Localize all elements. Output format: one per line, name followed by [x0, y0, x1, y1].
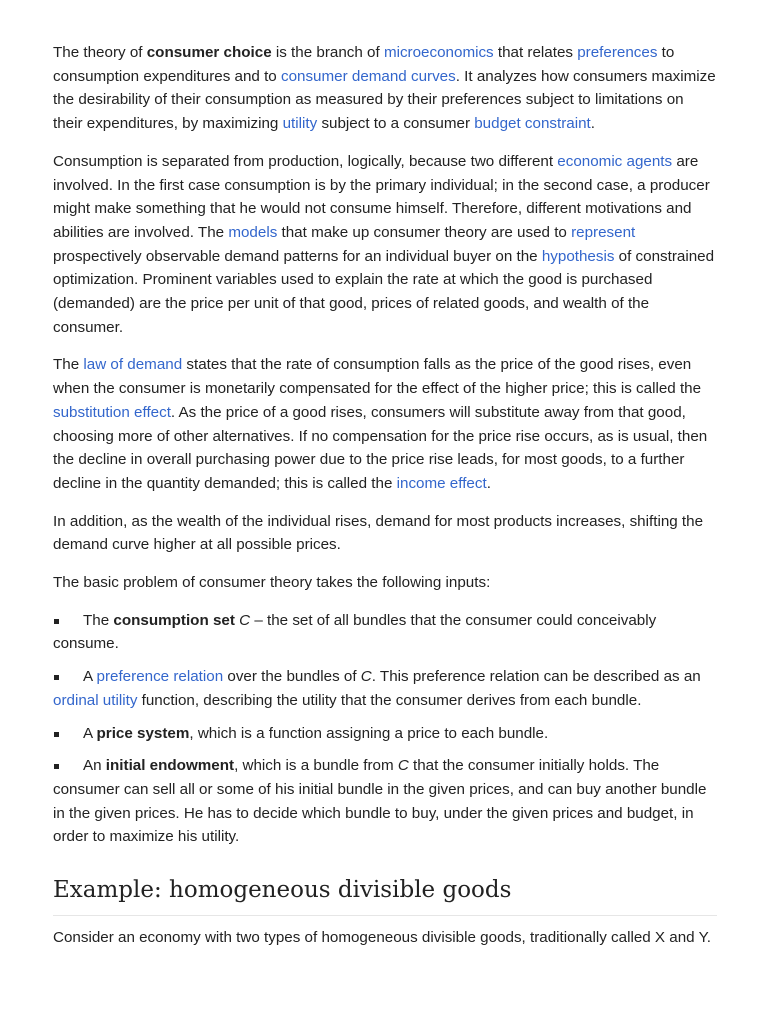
list-item-consumption-set: The consumption set C – the set of all bundles that the consumer could conceivably consume. — [53, 611, 657, 653]
link-microeconomics[interactable]: microeconomics — [383, 44, 494, 61]
paragraph-consumer-choice: The theory of consumer choice is the branch of microeconomics that relates preferences to consumption expenditures and to consumer demand curves. It analyzes how consumers maximize the desirability of their consumption as measured by their preferences subject to limitations on their expenditures, by maximizing utility subject to a consumer budget constraint. — [53, 44, 716, 133]
paragraph-law-of-demand: The law of demand states that the rate of consumption falls as the price of the good rises, even when the consumer is monetarily compensated for the effect of the higher price; this is called the substitution effect. As the price of a good rises, consumers will substitute away from that good, choosing more of other alternatives. If no compensation for the price rise occurs, as is usual, then the decline in overall purchasing power due to the price rise leads, for most goods, to a further decline in the quantity demanded; this is called the income effect. — [53, 356, 708, 492]
link-preferences[interactable]: preferences — [577, 44, 658, 61]
link-utility[interactable]: utility — [282, 115, 318, 133]
link-represent[interactable]: represent — [571, 223, 636, 241]
bullet-square-icon — [54, 619, 59, 624]
paragraph-example: Consider an economy with two types of homogeneous divisible goods, traditionally called X and Y. — [53, 929, 711, 947]
paragraph-wealth: In addition, as the wealth of the individual rises, demand for most products increases, shifting the demand curve higher at all possible prices. — [53, 512, 704, 554]
section-heading: Example: homogeneous divisible goods — [53, 875, 717, 916]
link-ordinal-utility[interactable]: ordinal utility — [53, 691, 138, 709]
bullet-square-icon — [54, 732, 59, 737]
bullet-square-icon — [54, 675, 59, 680]
bold-term: consumer choice — [146, 44, 272, 61]
link-models[interactable]: models — [228, 223, 278, 241]
link-consumer-demand-curves[interactable]: consumer demand curves — [280, 67, 456, 85]
list-item-price-system: A price system, which is a function assigning a price to each bundle. — [53, 722, 717, 746]
article-content — [53, 41, 717, 964]
link-income-effect[interactable]: income effect — [396, 474, 487, 492]
list-item-initial-endowment: An initial endowment, which is a bundle from C that the consumer initially holds. The consumer can sell all or some of his initial bundle in the given prices, and can buy another bundle in the given prices. He has to decide which bundle to buy, under the given prices and budget, in order to maximize his utility. — [53, 757, 707, 846]
list-item-preference-relation: A preference relation over the bundles of C. This preference relation can be described as an ordinal utility function, describing the utility that the consumer derives from each bundle. — [53, 668, 701, 709]
paragraph-consumption: Consumption is separated from production, logically, because two different economic agents are involved. In the first case consumption is by the primary individual; in the second case, a producer might make something that he would not consume himself. Therefore, different motivations and abilities are involved. The models that make up consumer theory are used to represent prospectively observable demand patterns for an individual buyer on the hypothesis of constrained optimization. Prominent variables used to explain the rate at which the good is purchased (demanded) are the price per unit of that good, prices of related goods, and wealth of the consumer. — [53, 152, 715, 336]
bullet-square-icon — [54, 764, 59, 769]
link-economic-agents[interactable]: economic agents — [557, 152, 673, 170]
link-budget-constraint[interactable]: budget constraint — [474, 115, 591, 133]
link-hypothesis[interactable]: hypothesis — [541, 247, 615, 265]
link-preference-relation[interactable]: preference relation — [96, 668, 224, 686]
link-substitution-effect[interactable]: substitution effect — [53, 403, 171, 421]
paragraph-basic-problem: The basic problem of consumer theory takes the following inputs: — [53, 574, 491, 592]
link-law-of-demand[interactable]: law of demand — [83, 356, 183, 374]
